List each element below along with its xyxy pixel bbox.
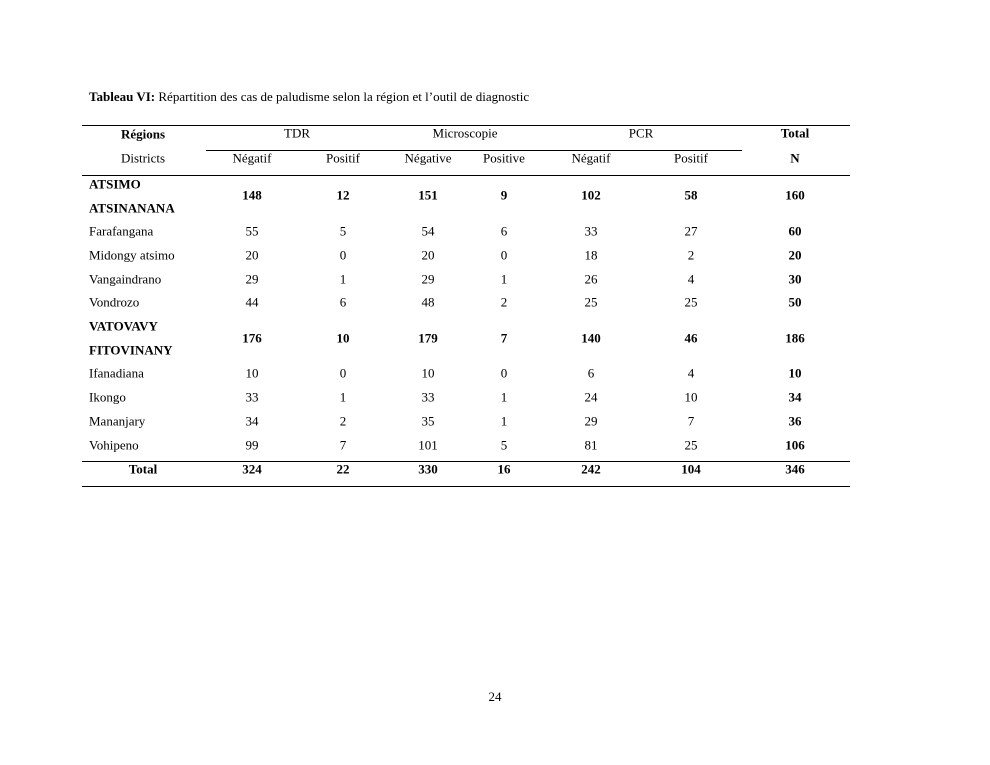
- district-value-cell: 81: [584, 437, 598, 453]
- district-name: Ifanadiana: [89, 365, 144, 381]
- district-value-cell: 33: [245, 389, 259, 405]
- district-name: Midongy atsimo: [89, 247, 175, 263]
- district-value-cell: 4: [687, 365, 695, 381]
- district-value-cell: 55: [245, 223, 259, 239]
- header-microscopie: Microscopie: [432, 125, 498, 141]
- district-name: Vohipeno: [89, 437, 139, 453]
- total-value-cell: 242: [581, 461, 601, 477]
- district-value-cell: 25: [584, 294, 598, 310]
- district-value-cell: 2: [500, 294, 508, 310]
- district-value-cell: 0: [339, 365, 347, 381]
- district-value-cell: 2: [339, 413, 347, 429]
- district-value-cell: 29: [584, 413, 598, 429]
- district-value-cell: 54: [421, 223, 435, 239]
- district-value-cell: 101: [418, 437, 438, 453]
- district-value-cell: 10: [788, 365, 802, 381]
- district-value-cell: 7: [339, 437, 347, 453]
- region-name-line2: FITOVINANY: [89, 342, 173, 358]
- district-value-cell: 25: [684, 437, 698, 453]
- district-value-cell: 1: [339, 271, 347, 287]
- region-value-cell: 12: [336, 187, 350, 203]
- region-name-line1: VATOVAVY: [89, 318, 158, 334]
- district-name: Vondrozo: [89, 294, 140, 310]
- district-value-cell: 7: [687, 413, 695, 429]
- district-value-cell: 35: [421, 413, 435, 429]
- header-pcr: PCR: [628, 125, 654, 141]
- district-value-cell: 5: [339, 223, 347, 239]
- region-value-cell: 186: [785, 330, 805, 346]
- region-value-cell: 102: [581, 187, 601, 203]
- district-value-cell: 26: [584, 271, 598, 287]
- table-caption-label: Tableau VI:: [89, 89, 156, 104]
- district-value-cell: 18: [584, 247, 598, 263]
- region-value-cell: 7: [500, 330, 508, 346]
- district-value-cell: 1: [500, 271, 508, 287]
- table-bottom-rule: [82, 486, 850, 487]
- header-total: Total: [780, 125, 810, 141]
- region-value-cell: 10: [336, 330, 350, 346]
- header-micro-negative: Négative: [404, 150, 452, 166]
- region-value-cell: 46: [684, 330, 698, 346]
- total-value-cell: 22: [336, 461, 350, 477]
- district-value-cell: 6: [339, 294, 347, 310]
- district-value-cell: 10: [684, 389, 698, 405]
- header-tdr: TDR: [284, 125, 310, 141]
- header-tdr-positif: Positif: [326, 150, 360, 166]
- district-value-cell: 1: [500, 389, 508, 405]
- district-value-cell: 4: [687, 271, 695, 287]
- district-value-cell: 2: [687, 247, 695, 263]
- district-value-cell: 1: [339, 389, 347, 405]
- district-value-cell: 29: [421, 271, 435, 287]
- district-value-cell: 24: [584, 389, 598, 405]
- district-value-cell: 20: [421, 247, 435, 263]
- header-regions: Régions: [120, 126, 166, 142]
- region-name-line2: ATSINANANA: [89, 200, 175, 216]
- region-value-cell: 160: [785, 187, 805, 203]
- district-value-cell: 60: [788, 223, 802, 239]
- district-value-cell: 30: [788, 271, 802, 287]
- district-value-cell: 33: [584, 223, 598, 239]
- district-value-cell: 0: [500, 247, 508, 263]
- district-value-cell: 10: [245, 365, 259, 381]
- region-value-cell: 176: [242, 330, 262, 346]
- header-micro-positive: Positive: [483, 150, 525, 166]
- district-value-cell: 20: [245, 247, 259, 263]
- total-value-cell: 324: [242, 461, 262, 477]
- district-value-cell: 5: [500, 437, 508, 453]
- region-value-cell: 151: [418, 187, 438, 203]
- district-value-cell: 1: [500, 413, 508, 429]
- header-group-rule: [206, 150, 742, 151]
- district-value-cell: 36: [788, 413, 802, 429]
- district-value-cell: 34: [245, 413, 259, 429]
- district-value-cell: 6: [587, 365, 595, 381]
- district-name: Ikongo: [89, 389, 126, 405]
- district-value-cell: 10: [421, 365, 435, 381]
- table-caption: [89, 89, 529, 105]
- total-top-rule: [82, 461, 850, 462]
- total-value-cell: 104: [681, 461, 701, 477]
- region-name-line1: ATSIMO: [89, 176, 141, 192]
- header-pcr-positif: Positif: [674, 150, 708, 166]
- district-value-cell: 0: [500, 365, 508, 381]
- region-value-cell: 179: [418, 330, 438, 346]
- header-pcr-negatif: Négatif: [571, 150, 611, 166]
- district-name: Mananjary: [89, 413, 146, 429]
- district-name: Farafangana: [89, 223, 154, 239]
- district-value-cell: 20: [788, 247, 802, 263]
- district-value-cell: 25: [684, 294, 698, 310]
- district-value-cell: 29: [245, 271, 259, 287]
- table-caption-text: Répartition des cas de paludisme selon la région et l’outil de diagnostic: [158, 89, 530, 104]
- total-value-cell: 346: [785, 461, 805, 477]
- total-value-cell: 330: [418, 461, 438, 477]
- header-n: N: [790, 150, 800, 166]
- district-value-cell: 27: [684, 223, 698, 239]
- district-value-cell: 0: [339, 247, 347, 263]
- district-value-cell: 6: [500, 223, 508, 239]
- header-districts: Districts: [120, 150, 166, 166]
- header-bottom-rule: [82, 175, 850, 176]
- region-value-cell: 58: [684, 187, 698, 203]
- region-value-cell: 148: [242, 187, 262, 203]
- district-value-cell: 44: [245, 294, 259, 310]
- total-row-label: Total: [128, 461, 158, 477]
- district-value-cell: 34: [788, 389, 802, 405]
- district-value-cell: 106: [785, 437, 805, 453]
- district-value-cell: 99: [245, 437, 259, 453]
- region-value-cell: 9: [500, 187, 508, 203]
- page-number: 24: [488, 689, 502, 704]
- district-value-cell: 33: [421, 389, 435, 405]
- district-name: Vangaindrano: [89, 271, 162, 287]
- region-value-cell: 140: [581, 330, 601, 346]
- district-value-cell: 48: [421, 294, 435, 310]
- district-value-cell: 50: [788, 294, 802, 310]
- total-value-cell: 16: [497, 461, 511, 477]
- header-tdr-negatif: Négatif: [232, 150, 272, 166]
